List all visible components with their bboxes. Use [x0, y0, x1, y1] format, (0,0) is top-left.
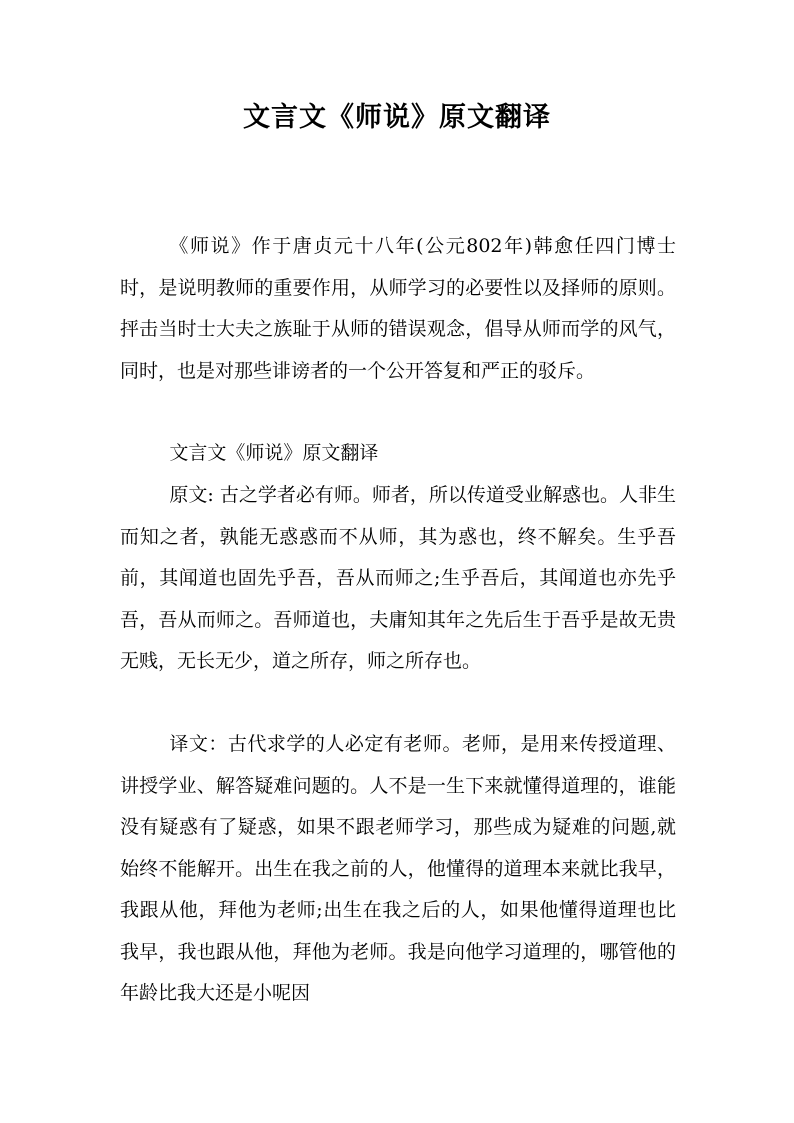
intro-paragraph	[120, 226, 676, 392]
paragraph-text: 文言文《师说》原文翻译	[169, 442, 379, 464]
paragraph-text: 原文: 古之学者必有师。师者，所以传道受业解惑也。人非生而知之者，孰能无惑惑而不从师，其为惑也，终不解矣。生乎吾前，其闻道也固先乎吾，吾从而师之;生乎吾后，其闻道也亦先乎吾，吾从而师之。吾师道也，夫庸知其年之先后生于吾乎是故无贵无贱，无长无少，道之所存，师之所存也。	[120, 484, 676, 672]
original-text-paragraph	[120, 475, 676, 683]
section-heading	[120, 433, 676, 475]
paragraph-text: 译文：古代求学的人必定有老师。老师，是用来传授道理、讲授学业、解答疑难问题的。人不是一生下来就懂得道理的，谁能没有疑惑有了疑惑，如果不跟老师学习，那些成为疑难的问题,就始终不能解开。出生在我之前的人，他懂得的道理本来就比我早，我跟从他，拜他为老师;出生在我之后的人，如果他懂得道理也比我早，我也跟从他，拜他为老师。我是向他学习道理的，哪管他的年龄比我大还是小呢因	[120, 733, 676, 1004]
translation-paragraph	[120, 724, 676, 1015]
paragraph-text: 《师说》作于唐贞元十八年(公元802年)韩愈任四门博士时，是说明教师的重要作用，从师学习的必要性以及择师的原则。抨击当时士大夫之族耻于从师的错误观念，倡导从师而学的风气，同时，也是对那些诽谤者的一个公开答复和严正的驳斥。	[120, 235, 676, 382]
page-title: 文言文《师说》原文翻译	[243, 102, 551, 133]
